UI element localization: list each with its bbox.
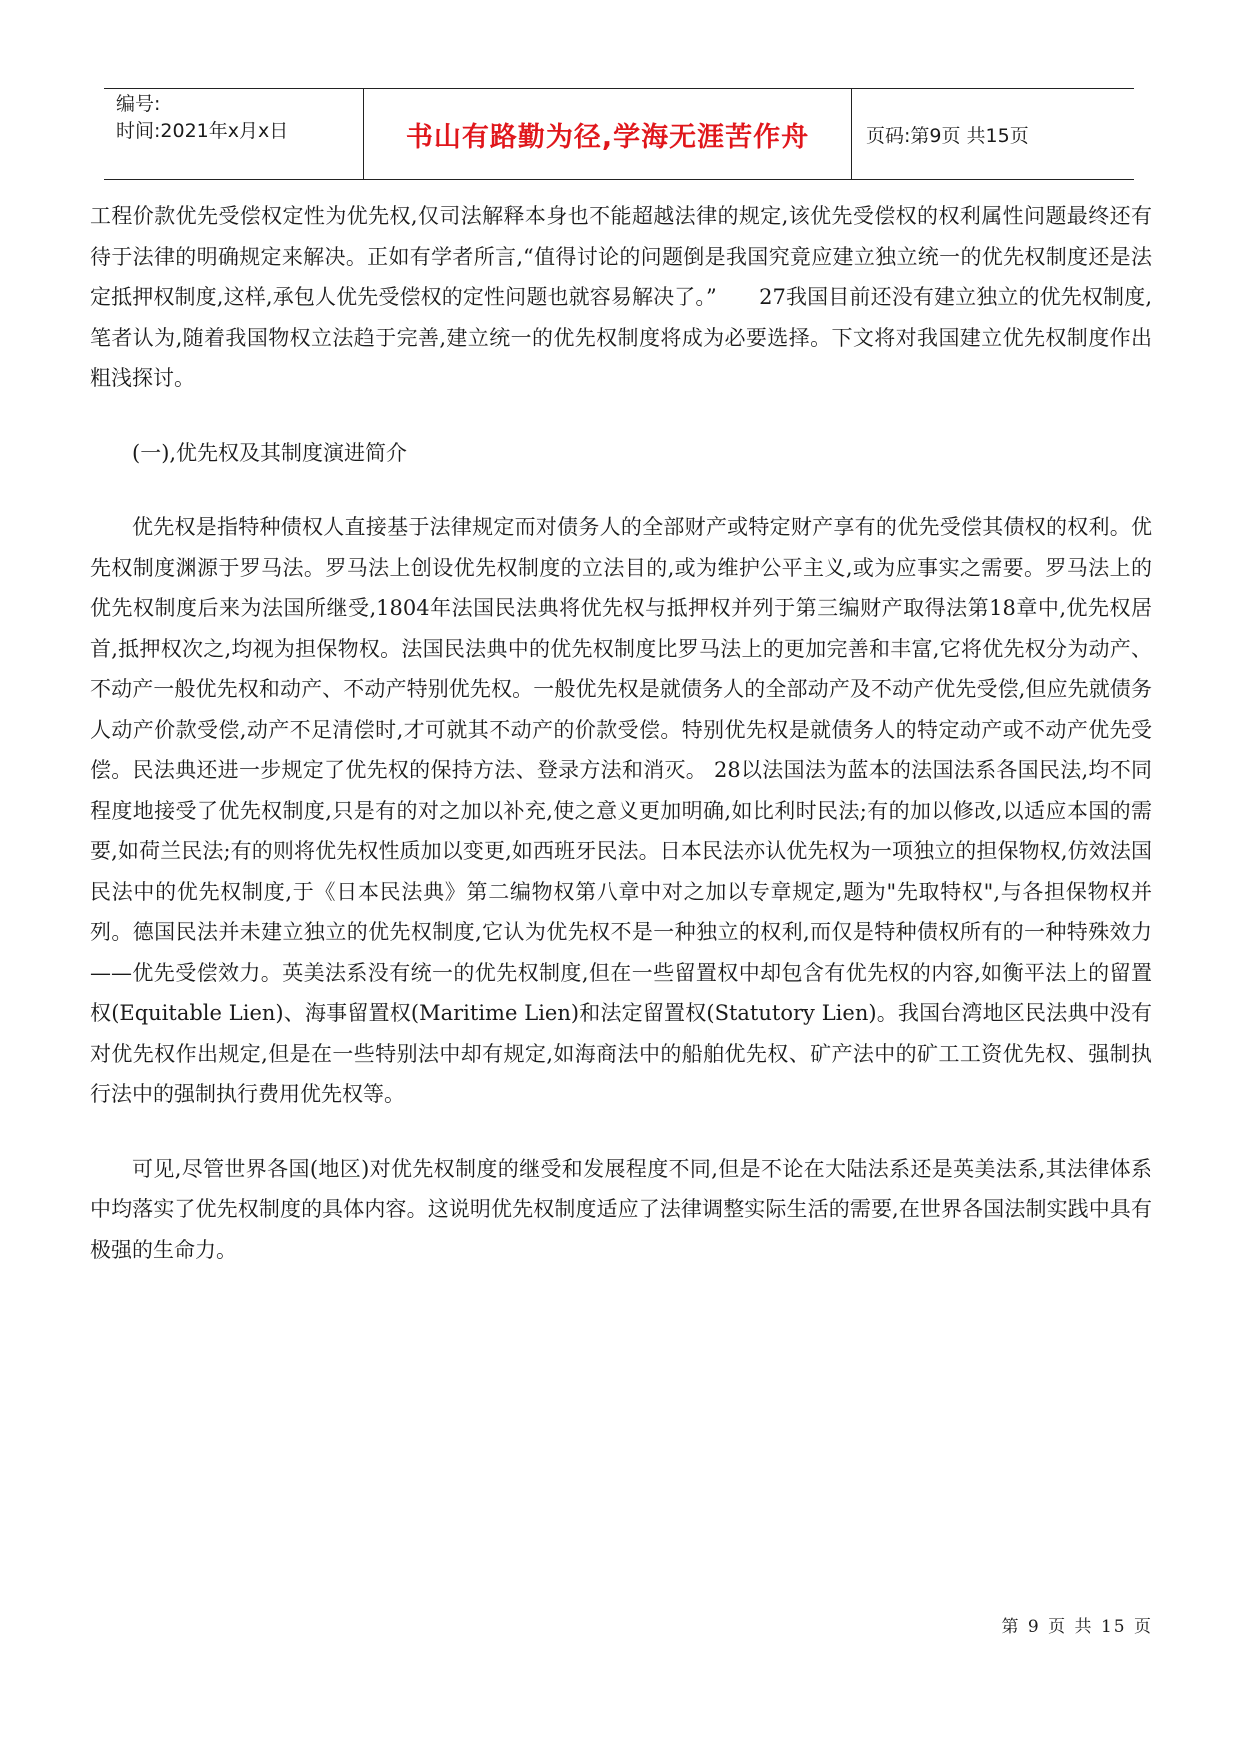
document-body [90, 196, 1152, 1270]
header-page-info: 页码:第9页 共15页 [866, 124, 1029, 147]
body-paragraph-3: 可见,尽管世界各国(地区)对优先权制度的继受和发展程度不同,但是不论在大陆法系还是英美法系,其法律体系中均落实了优先权制度的具体内容。这说明优先权制度适应了法律调整实际生活的需要,在世界各国法制实践中具有极强的生命力。 [90, 1156, 1152, 1262]
body-paragraph-1: 工程价款优先受偿权定性为优先权,仅司法解释本身也不能超越法律的规定,该优先受偿权的权利属性问题最终还有待于法律的明确规定来解决。正如有学者所言,“值得讨论的问题倒是我国究竟应建立独立统一的优先权制度还是法定抵押权制度,这样,承包人优先受偿权的定性问题也就容易解决了。” 27我国目前还没有建立独立的优先权制度,笔者认为,随着我国物权立法趋于完善,建立统一的优先权制度将成为必要选择。下文将对我国建立优先权制度作出粗浅探讨。 [90, 204, 1152, 390]
header-motto: 书山有路勤为径,学海无涯苦作舟 [364, 89, 852, 179]
section-heading: (一),优先权及其制度演进简介 [132, 440, 408, 465]
document-number-label: 编号: [116, 93, 161, 115]
document-header [104, 88, 1134, 180]
page-footer: 第 9 页 共 15 页 [1001, 1617, 1153, 1637]
header-meta [104, 89, 364, 179]
document-time-label: 时间:2021年x月x日 [116, 120, 289, 142]
body-paragraph-2: 优先权是指特种债权人直接基于法律规定而对债务人的全部财产或特定财产享有的优先受偿其债权的权利。优先权制度渊源于罗马法。罗马法上创设优先权制度的立法目的,或为维护公平主义,或为应事实之需要。罗马法上的优先权制度后来为法国所继受,1804年法国民法典将优先权与抵押权并列于第三编财产取得法第18章中,优先权居首,抵押权次之,均视为担保物权。法国民法典中的优先权制度比罗马法上的更加完善和丰富,它将优先权分为动产、不动产一般优先权和动产、不动产特别优先权。一般优先权是就债务人的全部动产及不动产优先受偿,但应先就债务人动产价款受偿,动产不足清偿时,才可就其不动产的价款受偿。特别优先权是就债务人的特定动产或不动产优先受偿。民法典还进一步规定了优先权的保持方法、登录方法和消灭。 28以法国法为蓝本的法国法系各国民法,均不同程度地接受了优先权制度,只是有的对之加以补充,使之意义更加明确,如比利时民法;有的加以修改,以适应本国的需要,如荷兰民法;有的则将优先权性质加以变更,如西班牙民法。日本民法亦认优先权为一项独立的担保物权,仿效法国民法中的优先权制度,于《日本民法典》第二编物权第八章中对之加以专章规定,题为"先取特权",与各担保物权并列。德国民法并未建立独立的优先权制度,它认为优先权不是一种独立的权利,而仅是特种债权所有的一种特殊效力——优先受偿效力。英美法系没有统一的优先权制度,但在一些留置权中却包含有优先权的内容,如衡平法上的留置权(Equitable Lien)、海事留置权(Maritime Lien)和法定留置权(Statutory Lien)。我国台湾地区民法典中没有对优先权作出规定,但是在一些特别法中却有规定,如海商法中的船舶优先权、矿产法中的矿工工资优先权、强制执行法中的强制执行费用优先权等。 [90, 515, 1152, 1106]
